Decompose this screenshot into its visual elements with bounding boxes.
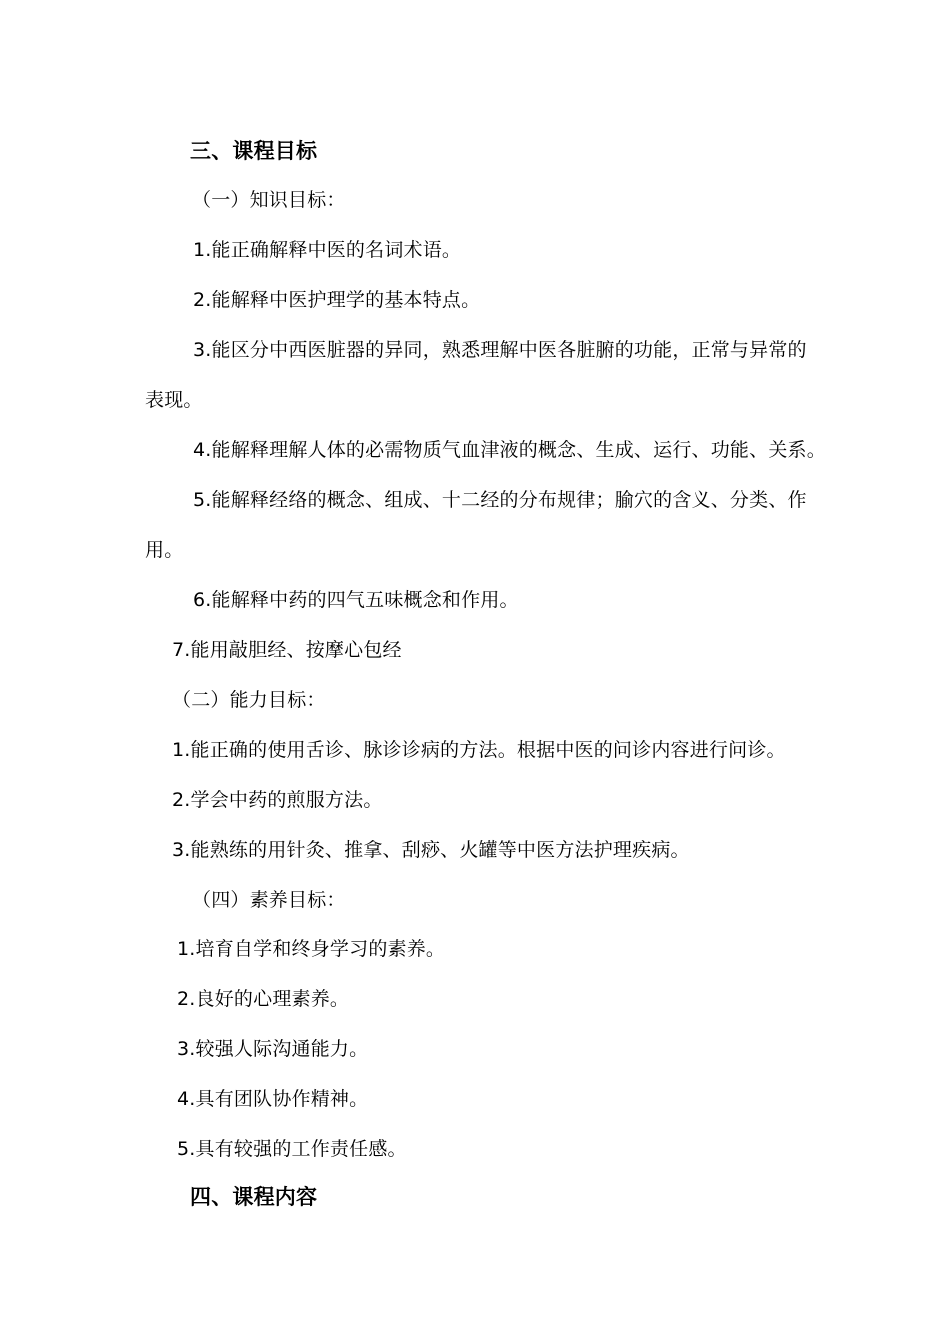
- knowledge-item-5: 5.能解释经络的概念、组成、十二经的分布规律；腧穴的含义、分类、作: [193, 489, 807, 511]
- knowledge-item-3-continued: 表现。: [145, 389, 203, 411]
- quality-item-3: 3.较强人际沟通能力。: [177, 1038, 369, 1060]
- quality-item-4: 4.具有团队协作精神。: [177, 1088, 369, 1110]
- quality-item-5: 5.具有较强的工作责任感。: [177, 1138, 407, 1160]
- section-heading-course-objectives: 三、课程目标: [190, 139, 318, 163]
- knowledge-item-7: 7.能用敲胆经、按摩心包经: [172, 639, 402, 661]
- knowledge-item-6: 6.能解释中药的四气五味概念和作用。: [193, 589, 519, 611]
- section-heading-course-content: 四、课程内容: [190, 1185, 318, 1209]
- knowledge-item-5-continued: 用。: [145, 539, 184, 561]
- knowledge-item-3: 3.能区分中西医脏器的异同，熟悉理解中医各脏腑的功能，正常与异常的: [193, 339, 807, 361]
- subsection-title-quality: （四）素养目标：: [192, 889, 346, 911]
- ability-item-2: 2.学会中药的煎服方法。: [172, 789, 383, 811]
- quality-item-2: 2.良好的心理素养。: [177, 988, 350, 1010]
- knowledge-item-2: 2.能解释中医护理学的基本特点。: [193, 289, 481, 311]
- ability-item-3: 3.能熟练的用针灸、推拿、刮痧、火罐等中医方法护理疾病。: [172, 839, 690, 861]
- knowledge-item-1: 1.能正确解释中医的名词术语。: [193, 239, 462, 261]
- subsection-title-ability: （二）能力目标：: [172, 689, 326, 711]
- quality-item-1: 1.培育自学和终身学习的素养。: [177, 938, 446, 960]
- knowledge-item-4: 4.能解释理解人体的必需物质气血津液的概念、生成、运行、功能、关系。: [193, 439, 826, 461]
- subsection-title-knowledge: （一）知识目标：: [192, 189, 346, 211]
- ability-item-1: 1.能正确的使用舌诊、脉诊诊病的方法。根据中医的问诊内容进行问诊。: [172, 739, 786, 761]
